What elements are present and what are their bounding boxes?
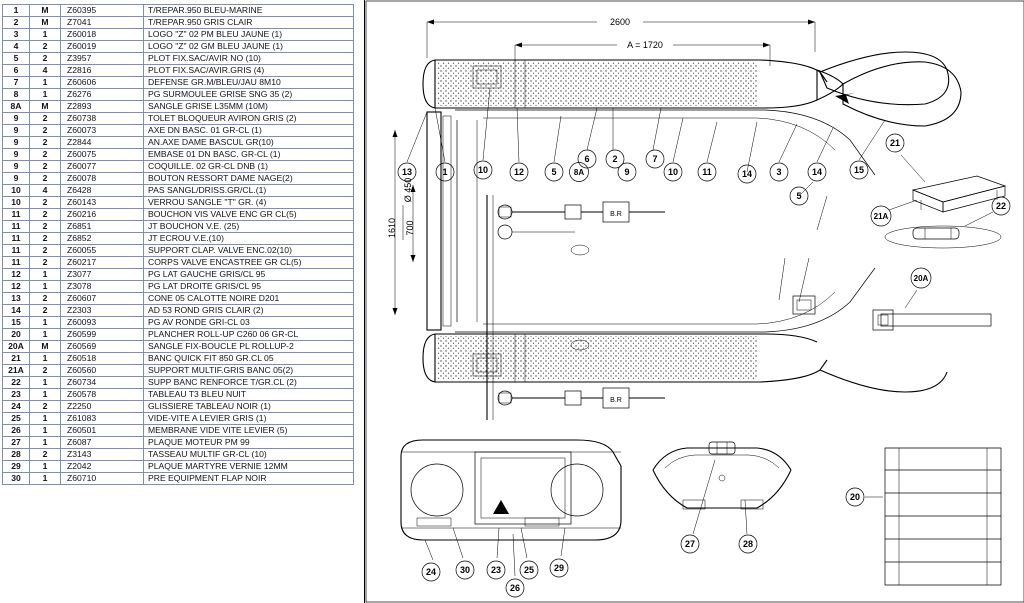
parts-cell-qty: 2 — [30, 113, 61, 125]
parts-cell-desc: PG SURMOULEE GRISE SNG 35 (2) — [144, 89, 354, 101]
dim-inner-length-label: A = 1720 — [627, 40, 663, 50]
parts-cell-ref: Z2250 — [61, 401, 144, 413]
parts-cell-item: 23 — [3, 389, 30, 401]
parts-cell-item: 29 — [3, 461, 30, 473]
parts-cell-qty: 1 — [30, 89, 61, 101]
parts-cell-qty: 2 — [30, 53, 61, 65]
svg-text:15: 15 — [853, 165, 865, 175]
table-row — [3, 305, 354, 317]
parts-cell-qty: 2 — [30, 209, 61, 221]
parts-cell-item: 21A — [3, 365, 30, 377]
parts-cell-item: 9 — [3, 149, 30, 161]
parts-cell-ref: Z60710 — [61, 473, 144, 485]
parts-cell-desc: TASSEAU MULTIF GR-CL (10) — [144, 449, 354, 461]
parts-cell-ref: Z60019 — [61, 41, 144, 53]
parts-cell-desc: LOGO "Z" 02 PM BLEU JAUNE (1) — [144, 29, 354, 41]
parts-cell-qty: 2 — [30, 197, 61, 209]
parts-cell-ref: Z7041 — [61, 17, 144, 29]
dimension-overall-length — [427, 15, 815, 58]
parts-cell-qty: 2 — [30, 257, 61, 269]
table-row — [3, 353, 354, 365]
side-elevation-view — [401, 440, 621, 597]
table-row — [3, 365, 354, 377]
svg-text:9: 9 — [624, 167, 630, 177]
parts-cell-item: 9 — [3, 137, 30, 149]
parts-cell-ref: Z60578 — [61, 389, 144, 401]
table-row — [3, 173, 354, 185]
parts-cell-ref: Z60599 — [61, 329, 144, 341]
parts-cell-desc: BANC QUICK FIT 850 GR.CL 05 — [144, 353, 354, 365]
svg-text:24: 24 — [425, 567, 437, 577]
parts-cell-desc: COQUILLE. 02 GR-CL DNB (1) — [144, 161, 354, 173]
parts-cell-ref: Z3957 — [61, 53, 144, 65]
parts-cell-desc: SUPPORT MULTIF.GRIS BANC 05(2) — [144, 365, 354, 377]
parts-cell-qty: 2 — [30, 161, 61, 173]
parts-cell-ref: Z2816 — [61, 65, 144, 77]
parts-cell-ref: Z60606 — [61, 77, 144, 89]
technical-drawing-panel — [364, 0, 1024, 603]
parts-cell-ref: Z60607 — [61, 293, 144, 305]
parts-cell-ref: Z60073 — [61, 125, 144, 137]
svg-text:10: 10 — [667, 167, 679, 177]
parts-cell-desc: MEMBRANE VIDE VITE LEVIER (5) — [144, 425, 354, 437]
parts-cell-ref: Z61083 — [61, 413, 144, 425]
parts-cell-item: 28 — [3, 449, 30, 461]
parts-cell-qty: 2 — [30, 41, 61, 53]
parts-cell-desc: TOLET BLOQUEUR AVIRON GRIS (2) — [144, 113, 354, 125]
parts-cell-desc: SUPPORT CLAP. VALVE ENC.02(10) — [144, 245, 354, 257]
leader-lines — [407, 88, 885, 302]
parts-cell-qty: 4 — [30, 185, 61, 197]
parts-cell-qty: 2 — [30, 173, 61, 185]
svg-text:14: 14 — [811, 167, 823, 177]
svg-text:5: 5 — [796, 191, 802, 201]
parts-cell-item: 3 — [3, 29, 30, 41]
balloon — [911, 268, 931, 288]
parts-cell-desc: DEFENSE GR.M/BLEU/JAU 8M10 — [144, 77, 354, 89]
parts-cell-ref: Z6428 — [61, 185, 144, 197]
table-row — [3, 209, 354, 221]
table-row — [3, 317, 354, 329]
table-row — [3, 437, 354, 449]
parts-cell-qty: 2 — [30, 305, 61, 317]
parts-cell-qty: 1 — [30, 377, 61, 389]
parts-cell-desc: PRE EQUIPMENT FLAP NOIR — [144, 473, 354, 485]
parts-cell-desc: PG AV RONDE GRI-CL 03 — [144, 317, 354, 329]
parts-cell-ref: Z6851 — [61, 221, 144, 233]
svg-text:6: 6 — [584, 154, 590, 164]
parts-cell-item: 25 — [3, 413, 30, 425]
parts-cell-qty: 2 — [30, 125, 61, 137]
parts-cell-ref: Z60395 — [61, 5, 144, 17]
parts-cell-ref: Z60143 — [61, 197, 144, 209]
parts-cell-ref: Z60217 — [61, 257, 144, 269]
parts-cell-desc: CONE 05 CALOTTE NOIRE D201 — [144, 293, 354, 305]
table-row — [3, 5, 354, 17]
parts-cell-qty: 1 — [30, 317, 61, 329]
balloon — [436, 163, 454, 181]
parts-cell-desc: LOGO "Z" 02 GM BLEU JAUNE (1) — [144, 41, 354, 53]
balloon — [474, 161, 492, 179]
balloon — [506, 579, 524, 597]
parts-cell-item: 11 — [3, 245, 30, 257]
parts-cell-ref: Z60055 — [61, 245, 144, 257]
parts-cell-desc: AXE DN BASC. 01 GR-CL (1) — [144, 125, 354, 137]
parts-cell-qty: 2 — [30, 245, 61, 257]
balloon — [646, 150, 664, 168]
balloon — [520, 561, 538, 579]
table-row — [3, 221, 354, 233]
balloon — [871, 206, 891, 226]
svg-text:14: 14 — [741, 169, 753, 179]
detail-seat-21 — [871, 134, 1005, 226]
balloon — [790, 187, 808, 205]
svg-text:11: 11 — [702, 167, 712, 177]
parts-cell-desc: PLANCHER ROLL-UP C260 06 GR-CL — [144, 329, 354, 341]
table-row — [3, 89, 354, 101]
parts-cell-ref: Z60560 — [61, 365, 144, 377]
table-row — [3, 257, 354, 269]
dim-inner-width-label: 700 — [405, 220, 415, 236]
svg-text:26: 26 — [509, 583, 521, 593]
parts-cell-qty: 1 — [30, 389, 61, 401]
balloon — [850, 161, 868, 179]
parts-cell-desc: PAS SANGL/DRISS.GR/CL.(1) — [144, 185, 354, 197]
parts-cell-item: 4 — [3, 41, 30, 53]
parts-cell-item: 30 — [3, 473, 30, 485]
parts-cell-ref: Z6087 — [61, 437, 144, 449]
table-row — [3, 269, 354, 281]
parts-cell-desc: PLOT FIX.SAC/AVIR NO (10) — [144, 53, 354, 65]
balloon — [510, 163, 528, 181]
balloon — [422, 563, 440, 581]
parts-cell-item: 26 — [3, 425, 30, 437]
table-row — [3, 197, 354, 209]
parts-cell-qty: 1 — [30, 269, 61, 281]
table-row — [3, 17, 354, 29]
parts-cell-desc: SUPP BANC RENFORCE T/GR.CL (2) — [144, 377, 354, 389]
table-row — [3, 77, 354, 89]
svg-text:27: 27 — [684, 539, 696, 549]
svg-text:3: 3 — [776, 167, 782, 177]
balloon — [664, 163, 682, 181]
parts-cell-qty: 4 — [30, 65, 61, 77]
balloon — [739, 535, 757, 553]
parts-cell-item: 11 — [3, 209, 30, 221]
table-row — [3, 29, 354, 41]
table-row — [3, 101, 354, 113]
svg-text:2: 2 — [612, 154, 618, 164]
parts-cell-item: 8 — [3, 89, 30, 101]
table-row — [3, 53, 354, 65]
table-row — [3, 377, 354, 389]
parts-cell-ref: Z60018 — [61, 29, 144, 41]
parts-cell-desc: T/REPAR.950 GRIS CLAIR — [144, 17, 354, 29]
parts-cell-desc: CORPS VALVE ENCASTREE GR CL(5) — [144, 257, 354, 269]
balloon — [808, 163, 826, 181]
parts-cell-item: 9 — [3, 125, 30, 137]
parts-cell-item: 5 — [3, 53, 30, 65]
parts-cell-qty: 1 — [30, 425, 61, 437]
svg-text:8A: 8A — [573, 168, 585, 177]
table-row — [3, 41, 354, 53]
parts-cell-desc: TABLEAU T3 BLEU NUIT — [144, 389, 354, 401]
parts-cell-qty: 2 — [30, 137, 61, 149]
parts-cell-qty: M — [30, 101, 61, 113]
parts-cell-item: 24 — [3, 401, 30, 413]
svg-text:5: 5 — [551, 167, 557, 177]
svg-text:29: 29 — [553, 563, 565, 573]
parts-cell-ref: Z60501 — [61, 425, 144, 437]
table-row — [3, 341, 354, 353]
parts-cell-ref: Z3078 — [61, 281, 144, 293]
parts-cell-item: 11 — [3, 233, 30, 245]
parts-cell-qty: 1 — [30, 29, 61, 41]
parts-cell-qty: 2 — [30, 401, 61, 413]
parts-cell-item: 20 — [3, 329, 30, 341]
parts-cell-qty: M — [30, 17, 61, 29]
balloon — [992, 197, 1010, 215]
table-row — [3, 473, 354, 485]
parts-cell-qty: 2 — [30, 221, 61, 233]
balloon — [618, 163, 636, 181]
parts-cell-ref: Z2844 — [61, 137, 144, 149]
parts-cell-item: 14 — [3, 305, 30, 317]
svg-text:25: 25 — [523, 565, 535, 575]
table-row — [3, 233, 354, 245]
svg-text:28: 28 — [742, 539, 754, 549]
balloon — [545, 163, 563, 181]
parts-cell-desc: SANGLE GRISE L35MM (10M) — [144, 101, 354, 113]
svg-text:B.R: B.R — [610, 211, 622, 218]
parts-cell-item: 21 — [3, 353, 30, 365]
svg-text:7: 7 — [652, 154, 658, 164]
table-row — [3, 113, 354, 125]
parts-cell-ref: Z60093 — [61, 317, 144, 329]
parts-cell-qty: 1 — [30, 281, 61, 293]
parts-cell-qty: 2 — [30, 449, 61, 461]
svg-text:1: 1 — [442, 167, 448, 177]
table-row — [3, 65, 354, 77]
parts-cell-item: 12 — [3, 269, 30, 281]
parts-cell-qty: 1 — [30, 437, 61, 449]
balloon-group-mid — [545, 163, 826, 206]
parts-cell-ref: Z2042 — [61, 461, 144, 473]
parts-cell-item: 9 — [3, 161, 30, 173]
boat-plan-outline — [423, 52, 961, 392]
balloon — [456, 561, 474, 579]
parts-cell-ref: Z60075 — [61, 149, 144, 161]
svg-text:12: 12 — [513, 167, 525, 177]
parts-cell-qty: 2 — [30, 293, 61, 305]
parts-cell-desc: SANGLE FIX-BOUCLE PL ROLLUP-2 — [144, 341, 354, 353]
parts-cell-desc: PLAQUE MOTEUR PM 99 — [144, 437, 354, 449]
parts-cell-ref: Z2893 — [61, 101, 144, 113]
table-row — [3, 137, 354, 149]
balloon — [681, 535, 699, 553]
parts-cell-desc: PG LAT GAUCHE GRIS/CL 95 — [144, 269, 354, 281]
bow-arrow — [835, 93, 855, 104]
table-row — [3, 149, 354, 161]
parts-cell-qty: M — [30, 5, 61, 17]
parts-cell-desc: BOUCHON VIS VALVE ENC GR CL(5) — [144, 209, 354, 221]
parts-cell-desc: PLAQUE MARTYRE VERNIE 12MM — [144, 461, 354, 473]
parts-cell-desc: PG LAT DROITE GRIS/CL 95 — [144, 281, 354, 293]
parts-cell-qty: 1 — [30, 413, 61, 425]
parts-cell-item: 6 — [3, 65, 30, 77]
parts-cell-qty: M — [30, 341, 61, 353]
parts-cell-ref: Z6852 — [61, 233, 144, 245]
parts-cell-item: 7 — [3, 77, 30, 89]
dim-overall-length-label: 2600 — [609, 17, 631, 27]
parts-cell-item: 2 — [3, 17, 30, 29]
parts-cell-qty: 1 — [30, 353, 61, 365]
table-row — [3, 293, 354, 305]
table-row — [3, 161, 354, 173]
parts-cell-desc: VIDE-VITE A LEVIER GRIS (1) — [144, 413, 354, 425]
svg-text:21A: 21A — [873, 212, 889, 221]
balloon — [550, 559, 568, 577]
parts-cell-item: 22 — [3, 377, 30, 389]
detail-strap-20A — [873, 268, 991, 330]
table-row — [3, 461, 354, 473]
parts-cell-ref: Z60078 — [61, 173, 144, 185]
parts-cell-item: 10 — [3, 197, 30, 209]
balloon — [886, 134, 904, 152]
parts-cell-ref: Z60569 — [61, 341, 144, 353]
svg-text:B.R: B.R — [610, 397, 622, 404]
parts-cell-item: 11 — [3, 257, 30, 269]
svg-text:23: 23 — [490, 565, 502, 575]
parts-cell-desc: T/REPAR.950 BLEU-MARINE — [144, 5, 354, 17]
balloon — [487, 561, 505, 579]
parts-cell-ref: Z60518 — [61, 353, 144, 365]
svg-text:20A: 20A — [913, 274, 929, 283]
parts-cell-desc: BOUTON RESSORT DAME NAGE(2) — [144, 173, 354, 185]
parts-cell-item: 15 — [3, 317, 30, 329]
parts-cell-ref: Z6276 — [61, 89, 144, 101]
parts-cell-desc: PLOT FIX.SAC/AVIR.GRIS (4) — [144, 65, 354, 77]
svg-text:13: 13 — [401, 167, 413, 177]
parts-cell-item: 12 — [3, 281, 30, 293]
parts-cell-qty: 1 — [30, 461, 61, 473]
balloon — [698, 163, 716, 181]
svg-text:22: 22 — [995, 201, 1007, 211]
table-row — [3, 185, 354, 197]
transom-view — [653, 442, 791, 553]
parts-cell-ref: Z60738 — [61, 113, 144, 125]
balloon — [578, 150, 596, 168]
parts-cell-qty: 1 — [30, 77, 61, 89]
parts-cell-item: 1 — [3, 5, 30, 17]
parts-cell-ref: Z3077 — [61, 269, 144, 281]
parts-cell-ref: Z2303 — [61, 305, 144, 317]
parts-cell-desc: AD 53 ROND GRIS CLAIR (2) — [144, 305, 354, 317]
table-row — [3, 245, 354, 257]
parts-cell-desc: JT ECROU V.E.(10) — [144, 233, 354, 245]
parts-cell-item: 13 — [3, 293, 30, 305]
table-row — [3, 413, 354, 425]
svg-text:20: 20 — [849, 492, 861, 502]
detail-floor-20 — [846, 448, 1001, 585]
parts-cell-item: 8A — [3, 101, 30, 113]
parts-cell-item: 27 — [3, 437, 30, 449]
parts-table — [2, 4, 354, 485]
table-row — [3, 281, 354, 293]
svg-text:30: 30 — [459, 565, 471, 575]
parts-cell-item: 9 — [3, 173, 30, 185]
parts-cell-ref: Z60077 — [61, 161, 144, 173]
dim-tube-diameter-label: Ø 450 — [403, 177, 413, 203]
balloon — [570, 163, 589, 182]
table-row — [3, 401, 354, 413]
parts-cell-ref: Z60734 — [61, 377, 144, 389]
parts-cell-item: 11 — [3, 221, 30, 233]
parts-cell-ref: Z3143 — [61, 449, 144, 461]
table-row — [3, 449, 354, 461]
balloon — [846, 488, 864, 506]
parts-cell-item: 9 — [3, 113, 30, 125]
parts-cell-qty: 2 — [30, 233, 61, 245]
dimension-widths — [387, 130, 416, 315]
svg-text:21: 21 — [889, 138, 901, 148]
parts-cell-desc: VERROU SANGLE "T" GR. (4) — [144, 197, 354, 209]
inner-fittings — [487, 195, 815, 420]
parts-cell-item: 10 — [3, 185, 30, 197]
parts-cell-desc: JT BOUCHON V.E. (25) — [144, 221, 354, 233]
balloon — [738, 165, 756, 183]
parts-cell-desc: EMBASE 01 DN BASC. GR-CL (1) — [144, 149, 354, 161]
parts-cell-qty: 2 — [30, 365, 61, 377]
parts-cell-item: 20A — [3, 341, 30, 353]
table-row — [3, 425, 354, 437]
parts-table-body — [3, 5, 354, 485]
dim-overall-width-label: 1610 — [387, 217, 397, 239]
svg-text:10: 10 — [477, 165, 489, 175]
balloon-group-top — [398, 150, 868, 183]
table-row — [3, 125, 354, 137]
table-row — [3, 389, 354, 401]
parts-cell-qty: 1 — [30, 329, 61, 341]
parts-cell-qty: 1 — [30, 473, 61, 485]
parts-cell-desc: GLISSIERE TABLEAU NOIR (1) — [144, 401, 354, 413]
balloon — [770, 163, 788, 181]
parts-cell-desc: AN.AXE DAME BASCUL GR(10) — [144, 137, 354, 149]
parts-cell-qty: 2 — [30, 149, 61, 161]
table-row — [3, 329, 354, 341]
parts-cell-ref: Z60216 — [61, 209, 144, 221]
